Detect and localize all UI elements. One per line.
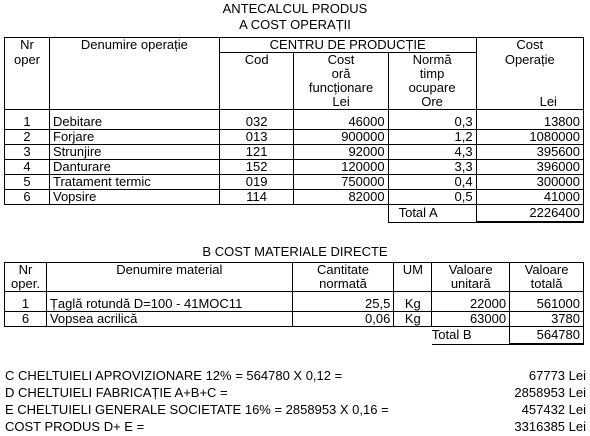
cell-nr: 3 bbox=[5, 144, 50, 159]
b-header-vu-2: unitară bbox=[432, 277, 510, 292]
cell-cost: 46000 bbox=[294, 115, 388, 130]
cell-total: 396000 bbox=[476, 159, 583, 174]
cell-cost: 92000 bbox=[294, 144, 388, 159]
cell-cod: 032 bbox=[219, 115, 294, 130]
section-b-title: B COST MATERIALE DIRECTE bbox=[202, 244, 388, 259]
cell-cod: 114 bbox=[219, 189, 294, 204]
cell-total: 1080000 bbox=[476, 129, 583, 144]
cell-um: Kg bbox=[394, 311, 432, 326]
cell-norma: 1,2 bbox=[388, 129, 476, 144]
header-denumire: Denumire operație bbox=[50, 38, 220, 53]
header-oper: oper bbox=[5, 53, 50, 68]
total-a-label: Total A bbox=[388, 204, 476, 222]
cell-cost: 750000 bbox=[294, 174, 388, 189]
b-header-um: UM bbox=[394, 263, 432, 278]
cell-norma: 3,3 bbox=[388, 159, 476, 174]
b-header-cant-1: Cantitate bbox=[292, 263, 394, 278]
cost-materiale-table bbox=[4, 262, 584, 345]
header-nr: Nr bbox=[5, 38, 50, 53]
header-norma-4: Ore bbox=[388, 95, 476, 110]
summary-label-total: COST PRODUS D+ E = bbox=[5, 419, 145, 434]
table-row bbox=[5, 129, 584, 144]
total-b-value: 564780 bbox=[510, 326, 584, 344]
cell-norma: 0,5 bbox=[388, 189, 476, 204]
cell-nr: 4 bbox=[5, 159, 50, 174]
header-centru: CENTRU DE PRODUCȚIE bbox=[219, 38, 476, 53]
cell-nr: 5 bbox=[5, 174, 50, 189]
cell-cost: 900000 bbox=[294, 129, 388, 144]
b-header-denumire: Denumire material bbox=[46, 263, 292, 278]
section-a-title: A COST OPERAȚII bbox=[239, 17, 351, 32]
cell-valoare-unitara: 22000 bbox=[432, 297, 510, 312]
header-cost-op-2: Operație bbox=[476, 53, 583, 68]
cell-cantitate: 25,5 bbox=[292, 297, 394, 312]
cost-operatii-table bbox=[4, 37, 584, 223]
total-a-value: 2226400 bbox=[476, 204, 583, 222]
table-row bbox=[5, 189, 584, 204]
b-header-nr-2: oper. bbox=[5, 277, 47, 292]
cell-denumire: Țaglă rotundă D=100 - 41MOC11 bbox=[46, 297, 292, 312]
header-cost-op-1: Cost bbox=[476, 38, 583, 53]
cell-cantitate: 0,06 bbox=[292, 311, 394, 326]
cell-nr: 1 bbox=[5, 115, 50, 130]
cell-denumire: Strunjire bbox=[50, 144, 220, 159]
header-cost-3: funcționare bbox=[294, 81, 388, 95]
cell-norma: 4,3 bbox=[388, 144, 476, 159]
cell-norma: 0,3 bbox=[388, 115, 476, 130]
cell-denumire: Vopsire bbox=[50, 189, 220, 204]
header-cost-1: Cost bbox=[294, 53, 388, 68]
header-cost-2: oră bbox=[294, 67, 388, 81]
summary-label-c: C CHELTUIELI APROVIZIONARE 12% = 564780 X 0,12 = bbox=[5, 368, 343, 383]
cell-cost: 82000 bbox=[294, 189, 388, 204]
summary-value-total: 3316385 Lei bbox=[514, 419, 586, 434]
summary-value-d: 2858953 Lei bbox=[514, 385, 586, 400]
cell-nr: 1 bbox=[5, 297, 47, 312]
summary-label-d: D CHELTUIELI FABRICAȚIE A+B+C = bbox=[5, 385, 228, 400]
cell-cost: 120000 bbox=[294, 159, 388, 174]
cell-denumire: Forjare bbox=[50, 129, 220, 144]
cell-total: 41000 bbox=[476, 189, 583, 204]
cell-valoare-totala: 3780 bbox=[510, 311, 584, 326]
cell-valoare-totala: 561000 bbox=[510, 297, 584, 312]
cell-total: 395600 bbox=[476, 144, 583, 159]
table-row bbox=[5, 174, 584, 189]
table-row bbox=[5, 311, 584, 326]
b-header-vu-1: Valoare bbox=[432, 263, 510, 278]
table-row bbox=[5, 144, 584, 159]
cell-cod: 019 bbox=[219, 174, 294, 189]
cell-cod: 152 bbox=[219, 159, 294, 174]
cell-nr: 2 bbox=[5, 129, 50, 144]
header-cod: Cod bbox=[219, 53, 294, 68]
cell-denumire: Vopsea acrilică bbox=[46, 311, 292, 326]
cell-denumire: Danturare bbox=[50, 159, 220, 174]
b-header-nr-1: Nr bbox=[5, 263, 47, 278]
cell-denumire: Tratament termic bbox=[50, 174, 220, 189]
summary-label-e: E CHELTUIELI GENERALE SOCIETATE 16% = 2858953 X 0,16 = bbox=[5, 402, 389, 417]
cell-total: 300000 bbox=[476, 174, 583, 189]
cell-nr: 6 bbox=[5, 189, 50, 204]
page-title: ANTECALCUL PRODUS bbox=[222, 1, 368, 16]
cell-valoare-unitara: 63000 bbox=[432, 311, 510, 326]
total-b-label: Total B bbox=[432, 326, 510, 344]
b-header-vt-2: totală bbox=[510, 277, 584, 292]
cell-denumire: Debitare bbox=[50, 115, 220, 130]
b-header-vt-1: Valoare bbox=[510, 263, 584, 278]
table-row bbox=[5, 159, 584, 174]
cell-cod: 121 bbox=[219, 144, 294, 159]
header-norma-1: Normă bbox=[388, 53, 476, 68]
header-norma-3: ocupare bbox=[388, 81, 476, 95]
summary-value-c: 67773 Lei bbox=[528, 368, 586, 383]
table-row bbox=[5, 297, 584, 312]
cell-total: 13800 bbox=[476, 115, 583, 130]
cell-cod: 013 bbox=[219, 129, 294, 144]
cell-um: Kg bbox=[394, 297, 432, 312]
cell-norma: 0,4 bbox=[388, 174, 476, 189]
cell-nr: 6 bbox=[5, 311, 47, 326]
header-cost-4: Lei bbox=[294, 95, 388, 110]
summary-value-e: 457432 Lei bbox=[521, 402, 586, 417]
table-row bbox=[5, 115, 584, 130]
header-cost-op-3: Lei bbox=[476, 95, 583, 110]
header-norma-2: timp bbox=[388, 67, 476, 81]
b-header-cant-2: normată bbox=[292, 277, 394, 292]
